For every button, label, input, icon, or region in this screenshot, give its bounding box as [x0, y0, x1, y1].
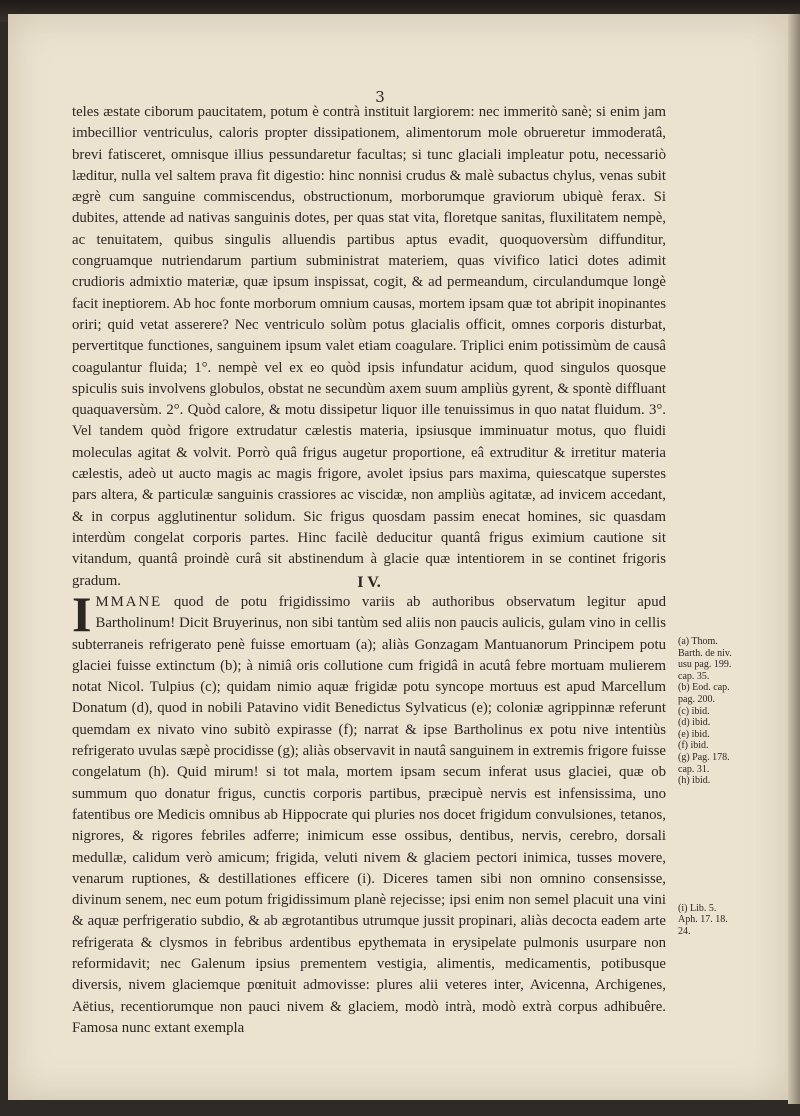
paragraph-top — [72, 102, 666, 592]
lead-caps: MMANE — [95, 594, 163, 610]
margin-note: cap. 35. — [678, 670, 710, 682]
margin-note: (h) ibid. — [678, 775, 711, 787]
paragraph-top-text: teles æstate ciborum paucitatem, potum è contrà instituit largiorem: nec immeritò sanè; si enim jam imbecillior ventriculus, caloris propter dissipationem, alimentorum mole obrueretur immoderatâ, brevi fatisceret, omnisque illius pessundaretur facultas; si tunc glaciali impleatur potu, necessariò læditur, nulla vel saltem prava fit digestio: hinc nonnisi crudus & malè subactus chylus, venas subit ægrè cum sanguine commiscendus, obstructionum, morborumque graviorum ubiquè ferax. Si dubites, attende ad nativas sanguinis dotes, per quas stat vita, floretque sanitas, fluxilitatem nempè, ac tenuitatem, quibus singulis alluendis partibus aptus evadit, quoquoversùm diffunditur, congruamque nutriendarum partium subministrat materiem, quas vivifico latici dotes adimit crudioris admixtio materiæ, quæ ipsum inspissat, cogit, & ad permeandum, circulandumque longè facit ineptiorem. Ab hoc fonte morborum omnium causas, mortem ipsam quæ tot abripit inopinantes oriri; quid vetat asserere? Nec ventriculo solùm potus glacialis officit, omnes corporis disturbat, pervertitque functiones, sanguinem ipsum valet etiam coagulare. Triplici enim potissimùm de causâ coagulantur fluida; 1°. nempè vel ex eo quòd ipsis infundatur acidum, quod singulos quosque spiculis suis involvens globulos, obstat ne secundùm axem suum ampliùs gyrent, & spontè diffluant quaquaversùm. 2°. Quòd calore, & motu dissipetur liquor ille tenuissimus in quo natat fluidum. 3°. Vel tandem quòd frigore extrudatur cælestis materia, ipsiusque imminuatur motus, quo fluidi moleculas agitat & volvit. Porrò quâ frigus augetur proportione, eâ extruditur & irretitur materia cælestis, adeò ut aucto magis ac magis frigore, avolet ipsius pars maxima, quiescatque superstes pars altera, & particulæ sanguinis crassiores ac viscidæ, non ampliùs agitatæ, ad invicem accedant, & in corpus agglutinentur solidum. Sic frigus quosdam passim enecat homines, sic quasdam interdùm congelat corporis partes. Hinc facilè deducitur quantâ frigus eximium cautione sit vitandum, quantâ proindè curâ sit abstinendum à glacie quæ intentiorem in se continet frigoris gradum. — [72, 104, 666, 589]
margin-note-i: (i) Lib. 5. — [678, 902, 717, 914]
margin-note: (e) ibid. — [678, 728, 710, 740]
page-edge — [788, 14, 800, 1104]
margin-note-i: Aph. 17. 18. — [678, 914, 728, 926]
margin-note: (c) ibid. — [678, 705, 710, 717]
paragraph-bottom-body — [72, 586, 666, 1039]
drop-cap: I — [72, 586, 92, 642]
margin-note: (a) Thom. — [678, 636, 718, 647]
margin-note: usu pag. 199. — [678, 659, 732, 671]
paragraph-bottom — [72, 586, 666, 1039]
margin-note: (b) Eod. cap. — [678, 682, 730, 694]
margin-note: (g) Pag. 178. — [678, 751, 730, 763]
margin-note-i: 24. — [678, 925, 691, 937]
margin-note: (f) ibid. — [678, 740, 709, 752]
margin-note: cap. 31. — [678, 763, 710, 775]
margin-note: (d) ibid. — [678, 717, 711, 729]
page-number: 3 — [375, 88, 385, 106]
section-heading: I V. — [357, 574, 381, 591]
margin-note: Barth. de niv. — [678, 647, 732, 659]
margin-notes — [678, 636, 768, 938]
margin-note: pag. 200. — [678, 693, 715, 705]
paragraph-bottom-text: quod de potu frigidissimo variis ab authoribus observatum legitur apud Bartholinum! Dicit Bruyerinus, non sibi tantùm sed aliis non paucis aulicis, gulam vino in cellis subterraneis refrigerato penè fuisse emortuam (a); aliàs Gonzagam Mantuanorum Principem potu glaciei fuisse extinctum (b); à nimiâ oris collutione cum frigidâ in acutâ febre mortuam mulierem notat Nicol. Tulpius (c); quidam nimio aquæ frigidæ potu syncope mortuus est apud Marcellum Donatum (d), quod in nobili Patavino vidit Benedictus Sylvaticus (e); coloniæ agrippinnæ referunt quemdam ex nivato vino subitò expirasse (f); narrat & ipse Bartholinus ex potu nive intentiùs refrigerato uvulas sæpè procidisse (g); aliàs observavit in nautâ sanguinem in extremis frigore fuisse congelatum (h). Quid mirum! si tot mala, mortem ipsam secum inferat usus glaciei, quæ ob summum quo donatur frigus, cunctis corporis partibus, præcipuè nervis est infensissima, uno fatentibus ore Medicis omnibus ab Hippocrate qui pluries nos docet frigidum convulsiones, tetanos, nigrores, & rigores febriles adferre; inimicum esse ossibus, dentibus, nervis, cerebro, dorsali medullæ, calidum verò amicum; frigida, veluti nivem & glaciem pectori inimica, tusses movere, venarum ruptiones, & destillationes efficere (i). Diceres tamen sibi non omnino consensisse, divinum senem, nec eum potum frigidissimum planè rejecisse; ipsi enim non semel placuit una vini & aquæ perfrigeratio subdio, & ab ægrotantibus utrumque jussit propinari, aliàs decocta eadem arte refrigerata & clysmos in febribus ardentibus epythemata in erysipelate pulmonis usurpare non reformidavit; nec Galenum ipsius prementem vestigia, alimentis, medicamentis, potibusque diversis, nivem glaciemque pœnituit admovisse: plures alii veteres inter, Avicenna, Archigenes, Aëtius, recentiorumque non pauci nivem & glaciem, modò intrà, modò extrà corpus adhibuêre. Famosa nunc extant exempla — [72, 594, 666, 1036]
